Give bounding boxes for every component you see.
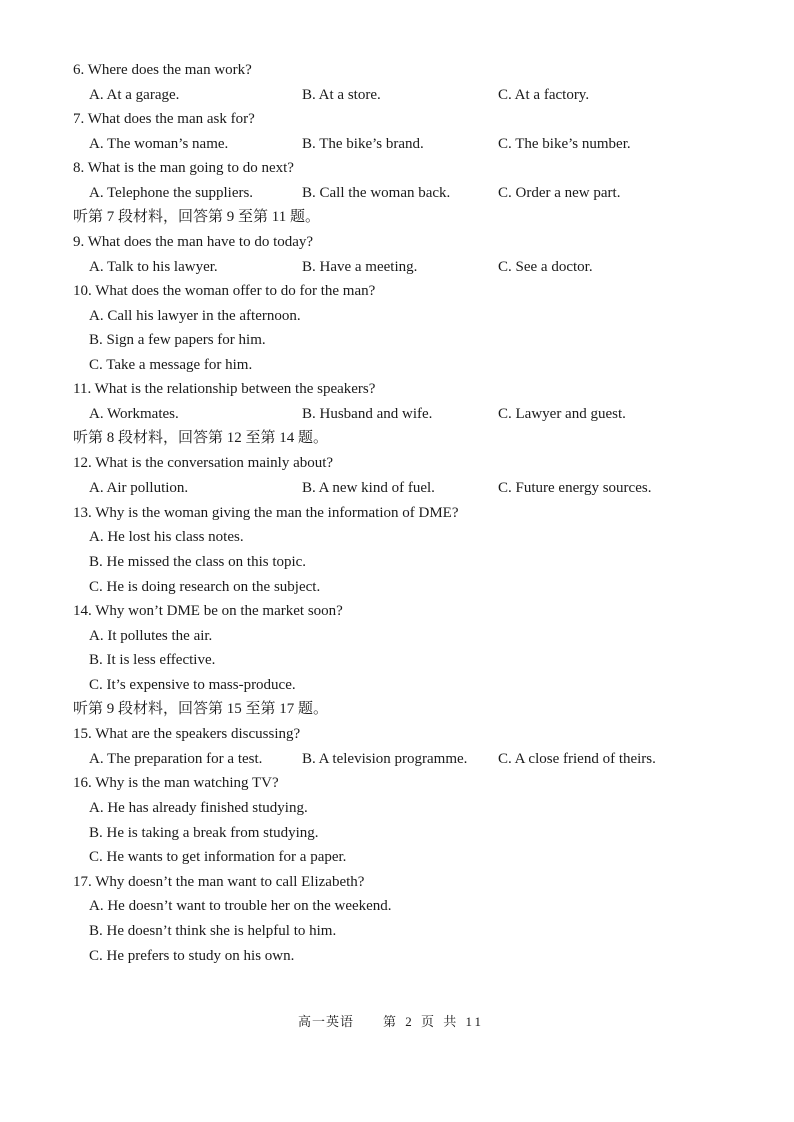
option-a: A. He lost his class notes.: [89, 529, 244, 545]
option-a: A. Telephone the suppliers.: [89, 185, 254, 201]
section-9-heading: [0, 698, 794, 720]
section-instruction: 听第 9 段材料，回答第 15 至第 17 题。: [73, 701, 329, 717]
section-instruction: 听第 7 段材料，回答第 9 至第 11 题。: [73, 209, 320, 225]
section-instruction: 听第 8 段材料，回答第 12 至第 14 题。: [73, 430, 329, 446]
option-b: B. A television programme.: [302, 751, 468, 767]
option-c: C. He wants to get information for a paper.: [89, 849, 347, 865]
question-stem: 11. What is the relationship between the speakers?: [73, 381, 376, 397]
question-11-stem: [0, 378, 794, 400]
option-a: A. It pollutes the air.: [89, 628, 213, 644]
footer-page-number: 第 2 页 共 11: [383, 1014, 485, 1029]
question-12-stem: [0, 452, 794, 474]
option-c: C. The bike’s number.: [498, 136, 631, 152]
option-a: A. He doesn’t want to trouble her on the weekend.: [89, 898, 392, 914]
question-13-option-a: [0, 526, 794, 548]
question-10-option-a: [0, 305, 794, 327]
option-a: A. The preparation for a test.: [89, 751, 263, 767]
question-6-options: [0, 84, 794, 106]
option-a: A. At a garage.: [89, 87, 180, 103]
question-10-stem: [0, 280, 794, 302]
question-8-stem: [0, 157, 794, 179]
option-c: C. He prefers to study on his own.: [89, 948, 295, 964]
question-14-option-c: [0, 674, 794, 696]
question-15-stem: [0, 723, 794, 745]
option-c: C. It’s expensive to mass-produce.: [89, 677, 296, 693]
question-stem: 14. Why won’t DME be on the market soon?: [73, 603, 343, 619]
option-a: A. Air pollution.: [89, 480, 189, 496]
section-7-heading: [0, 206, 794, 228]
question-17-option-a: [0, 895, 794, 917]
question-6-stem: [0, 59, 794, 81]
option-b: B. Have a meeting.: [302, 259, 418, 275]
option-a: A. Workmates.: [89, 406, 179, 422]
question-10-option-b: [0, 329, 794, 351]
question-9-stem: [0, 231, 794, 253]
question-14-option-b: [0, 649, 794, 671]
question-stem: 13. Why is the woman giving the man the information of DME?: [73, 505, 459, 521]
question-8-options: [0, 182, 794, 204]
option-c: C. A close friend of theirs.: [498, 751, 656, 767]
option-b: B. He missed the class on this topic.: [89, 554, 307, 570]
option-c: C. At a factory.: [498, 87, 590, 103]
question-17-stem: [0, 871, 794, 893]
question-13-option-c: [0, 576, 794, 598]
option-b: B. At a store.: [302, 87, 381, 103]
footer-subject: 高一英语: [298, 1014, 355, 1029]
question-stem: 8. What is the man going to do next?: [73, 160, 294, 176]
question-stem: 9. What does the man have to do today?: [73, 234, 314, 250]
question-13-stem: [0, 502, 794, 524]
question-17-option-c: [0, 945, 794, 967]
question-14-stem: [0, 600, 794, 622]
question-stem: 15. What are the speakers discussing?: [73, 726, 301, 742]
option-c: C. Order a new part.: [498, 185, 621, 201]
option-b: B. Sign a few papers for him.: [89, 332, 266, 348]
question-16-option-b: [0, 822, 794, 844]
question-stem: 12. What is the conversation mainly about?: [73, 455, 334, 471]
question-stem: 16. Why is the man watching TV?: [73, 775, 279, 791]
question-14-option-a: [0, 625, 794, 647]
question-7-options: [0, 133, 794, 155]
question-stem: 6. Where does the man work?: [73, 62, 252, 78]
question-9-options: [0, 256, 794, 278]
question-stem: 17. Why doesn’t the man want to call Elizabeth?: [73, 874, 365, 890]
question-11-options: [0, 403, 794, 425]
question-13-option-b: [0, 551, 794, 573]
option-b: B. The bike’s brand.: [302, 136, 424, 152]
option-a: A. Call his lawyer in the afternoon.: [89, 308, 301, 324]
question-stem: 10. What does the woman offer to do for the man?: [73, 283, 376, 299]
question-16-stem: [0, 772, 794, 794]
option-c: C. See a doctor.: [498, 259, 593, 275]
question-stem: 7. What does the man ask for?: [73, 111, 255, 127]
option-a: A. The woman’s name.: [89, 136, 229, 152]
option-a: A. He has already finished studying.: [89, 800, 308, 816]
question-16-option-c: [0, 846, 794, 868]
page-footer: [0, 1012, 794, 1032]
question-10-option-c: [0, 354, 794, 376]
section-8-heading: [0, 427, 794, 449]
option-b: B. A new kind of fuel.: [302, 480, 435, 496]
question-15-options: [0, 748, 794, 770]
option-b: B. Call the woman back.: [302, 185, 451, 201]
option-a: A. Talk to his lawyer.: [89, 259, 218, 275]
question-12-options: [0, 477, 794, 499]
option-c: C. Take a message for him.: [89, 357, 253, 373]
question-17-option-b: [0, 920, 794, 942]
question-7-stem: [0, 108, 794, 130]
option-b: B. He is taking a break from studying.: [89, 825, 319, 841]
option-b: B. Husband and wife.: [302, 406, 433, 422]
option-c: C. Future energy sources.: [498, 480, 652, 496]
option-b: B. He doesn’t think she is helpful to him.: [89, 923, 337, 939]
option-c: C. He is doing research on the subject.: [89, 579, 321, 595]
option-c: C. Lawyer and guest.: [498, 406, 626, 422]
question-16-option-a: [0, 797, 794, 819]
option-b: B. It is less effective.: [89, 652, 216, 668]
